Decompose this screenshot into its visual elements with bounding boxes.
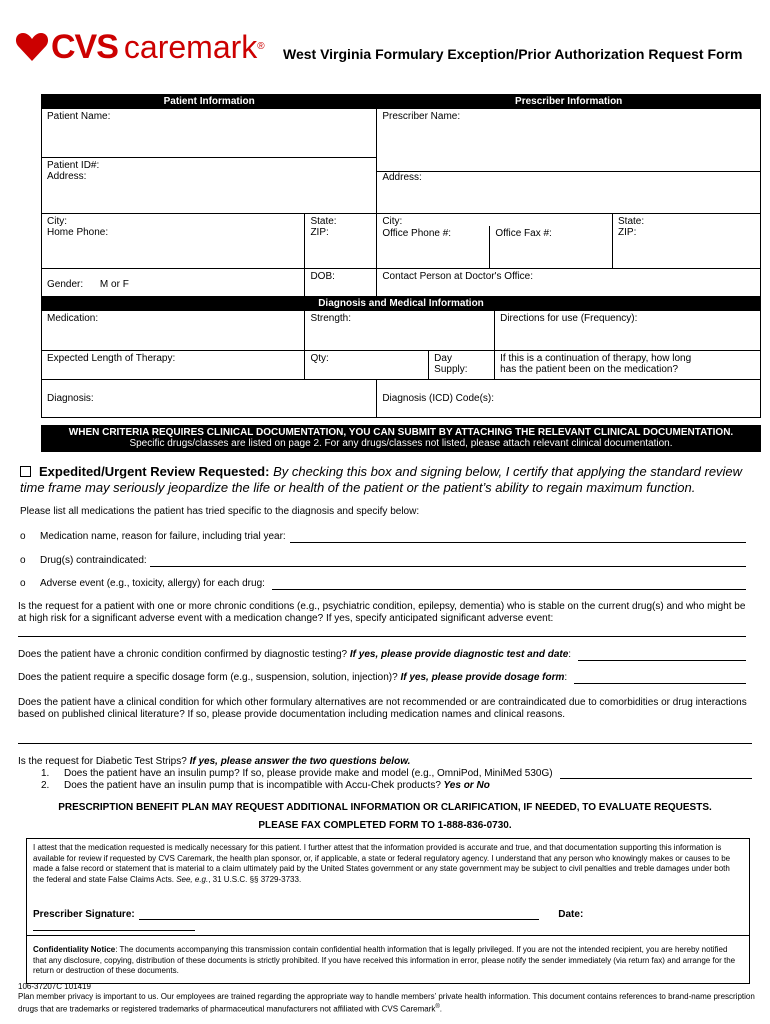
date-line[interactable] bbox=[33, 930, 195, 931]
diagnosis-header: Diagnosis and Medical Information bbox=[42, 296, 761, 310]
office-phone-label: Office Phone #: bbox=[382, 227, 452, 239]
contact-person-label: Contact Person at Doctor's Office: bbox=[382, 270, 534, 282]
bullet-1: o bbox=[20, 531, 26, 542]
item-2-line[interactable] bbox=[150, 566, 746, 567]
chronic-line[interactable] bbox=[18, 636, 746, 637]
chronic-confirmed-instruction: If yes, please provide diagnostic test and date bbox=[347, 649, 569, 660]
privacy-body: Plan member privacy is important to us. Our employees are trained regarding the appropriate way to handle members’ private health information. This document contains references to brand-name prescription drugs that are trademarks or registered trademarks of pharmaceutical manufacturers not affiliated with CVS Caremark bbox=[18, 992, 755, 1014]
icd-label: Diagnosis (ICD) Code(s): bbox=[382, 392, 495, 404]
office-fax-field[interactable] bbox=[489, 226, 557, 268]
footer bbox=[18, 982, 758, 1015]
strength-label: Strength: bbox=[310, 312, 352, 324]
dosage-form-line[interactable] bbox=[574, 683, 746, 684]
qty-label: Qty: bbox=[310, 352, 329, 364]
cvs-caremark-logo bbox=[15, 30, 265, 64]
medication-field[interactable] bbox=[42, 310, 305, 350]
item-1-label: Medication name, reason for failure, including trial year: bbox=[40, 531, 286, 542]
prescriber-info-header: Prescriber Information bbox=[377, 95, 761, 109]
signature-line[interactable] bbox=[139, 919, 539, 920]
gender-options[interactable]: M or F bbox=[99, 278, 129, 290]
form-code: 106-37207C 101419 bbox=[18, 982, 91, 991]
diabetic-instruction: If yes, please answer the two questions below. bbox=[186, 756, 411, 767]
prescriber-city-field[interactable] bbox=[377, 213, 613, 268]
continuation-field[interactable] bbox=[495, 350, 761, 379]
dosage-form-instruction: If yes, please provide dosage form bbox=[397, 672, 565, 683]
diagnosis-label: Diagnosis: bbox=[47, 392, 94, 404]
contact-person-field[interactable] bbox=[377, 268, 761, 296]
prescriber-address-field[interactable] bbox=[377, 171, 761, 213]
patient-address-field[interactable] bbox=[42, 171, 377, 213]
diabetic-q2-number: 2. bbox=[41, 780, 50, 791]
icd-field[interactable] bbox=[377, 379, 761, 417]
criteria-banner bbox=[41, 425, 761, 452]
state-label: State: bbox=[310, 215, 337, 227]
attestation-cite: , 31 U.S.C. §§ 3729-3733. bbox=[208, 874, 302, 884]
form-title: West Virginia Formulary Exception/Prior Authorization Request Form bbox=[283, 46, 743, 62]
expected-length-label: Expected Length of Therapy: bbox=[47, 352, 176, 364]
diabetic-q2 bbox=[64, 780, 490, 791]
form-header bbox=[15, 30, 755, 70]
logo-caremark-text: caremark bbox=[123, 29, 258, 65]
diabetic-q2-text: Does the patient have an insulin pump that is incompatible with Accu-Chek products? bbox=[64, 780, 441, 791]
zip-label: ZIP: bbox=[310, 226, 329, 238]
dosage-form-question: Does the patient require a specific dosage form (e.g., suspension, solution, injection)? If yes, please provide dosage form: bbox=[18, 672, 568, 683]
continuation-label: If this is a continuation of therapy, how long has the patient been on the medication? bbox=[500, 352, 692, 375]
expedited-checkbox[interactable] bbox=[20, 466, 31, 477]
patient-name-label: Patient Name: bbox=[47, 111, 111, 122]
prescriber-name-label: Prescriber Name: bbox=[382, 111, 461, 122]
logo-reg-mark: ® bbox=[257, 41, 265, 52]
item-3-line[interactable] bbox=[272, 589, 746, 590]
diabetic-question bbox=[18, 756, 410, 767]
prescriber-address-label: Address: bbox=[382, 171, 422, 183]
signature-label: Prescriber Signature bbox=[33, 909, 132, 920]
confidentiality-text: : The documents accompanying this transmission contain confidential health information that is legally privileged. If you are not the intended recipient, you are hereby notified that any disclosure, copying, distribution of these documents is strictly prohibited. If you have received this information in error, please notify the sender immediately (via return fax) and arrange for the return or destruction of these documents. bbox=[33, 945, 736, 975]
chronic-confirmed-line[interactable] bbox=[578, 660, 746, 661]
confidentiality-label: Confidentiality Notice bbox=[33, 945, 116, 954]
day-supply-field[interactable] bbox=[429, 350, 495, 379]
chronic-confirmed-question: Does the patient have a chronic condition confirmed by diagnostic testing? If yes, please provide diagnostic test and date: bbox=[18, 649, 572, 660]
expedited-label: Expedited/Urgent Review Requested: bbox=[39, 464, 270, 479]
chronic-confirmed-text: Does the patient have a chronic condition confirmed by diagnostic testing? bbox=[18, 649, 348, 660]
criteria-line-1: WHEN CRITERIA REQUIRES CLINICAL DOCUMENTATION, YOU CAN SUBMIT BY ATTACHING THE RELEVANT CLINICAL DOCUMENTATION. bbox=[68, 427, 734, 438]
attestation-divider bbox=[27, 935, 749, 936]
clinical-condition-question: Does the patient have a clinical condition for which other formulary alternatives are not recommended or are contraindicated due to comorbidities or drug interactions based on published clinical literature? If so, please provide documentation including medication names and clinical reasons. bbox=[18, 697, 747, 720]
office-fax-label: Office Fax #: bbox=[495, 227, 552, 239]
qty-field[interactable] bbox=[305, 350, 429, 379]
pbp-notice: PRESCRIPTION BENEFIT PLAN MAY REQUEST ADDITIONAL INFORMATION OR CLARIFICATION, IF NEEDED, TO EVALUATE REQUESTS. bbox=[58, 802, 712, 813]
pres-state-label: State: bbox=[618, 215, 645, 227]
dob-label: DOB: bbox=[310, 270, 335, 282]
patient-state-field[interactable] bbox=[305, 213, 377, 268]
gender-label: Gender: bbox=[47, 278, 84, 290]
day-supply-label: Day Supply: bbox=[434, 352, 468, 375]
list-intro: Please list all medications the patient has tried specific to the diagnosis and specify below: bbox=[20, 506, 420, 517]
expedited-review bbox=[20, 464, 755, 496]
attestation-see: See, e.g. bbox=[173, 874, 209, 884]
attestation-text bbox=[33, 843, 741, 885]
signature-row: Prescriber Signature: Date: bbox=[33, 909, 741, 931]
pres-city-label: City: bbox=[382, 215, 403, 227]
patient-info-header: Patient Information bbox=[42, 95, 377, 109]
directions-field[interactable] bbox=[495, 310, 761, 350]
directions-label: Directions for use (Frequency): bbox=[500, 312, 638, 324]
patient-city-field[interactable] bbox=[42, 213, 305, 268]
diabetic-text: Is the request for Diabetic Test Strips? bbox=[18, 756, 187, 767]
confidentiality-notice bbox=[33, 945, 741, 977]
gender-field[interactable] bbox=[42, 268, 305, 296]
strength-field[interactable] bbox=[305, 310, 495, 350]
expected-length-field[interactable] bbox=[42, 350, 305, 379]
prescriber-name-field[interactable] bbox=[377, 109, 761, 172]
pres-zip-label: ZIP: bbox=[618, 226, 637, 238]
expedited-text: By checking this box and signing below, I certify that applying the standard review time frame may seriously jeopardize the life or health of the patient or the patient’s ability to regain maximum function. bbox=[20, 464, 743, 495]
attestation-body: I attest that the medication requested is medically necessary for this patient. I further attest that the information provided is accurate and true, and that documentation supporting this information is available for review if requested by CVS Caremark, the health plan sponsor, or, if applicable, a state or federal regulatory agency. I understand that any person who knowingly makes or causes to be made a false record or statement that is material to a claim ultimately paid by the United States government or any state government may be subject to civil penalties and treble damages under both the federal and state False Claims Acts. bbox=[33, 843, 731, 884]
patient-id-field[interactable] bbox=[42, 158, 377, 172]
privacy-text bbox=[18, 992, 758, 1015]
bullet-3: o bbox=[20, 578, 26, 589]
privacy-end: . bbox=[439, 1004, 443, 1014]
chronic-question: Is the request for a patient with one or more chronic conditions (e.g., psychiatric condition, epilepsy, dementia) who is stable on the current drug(s) and who might be at high risk for a significant adverse event with a medication change? If yes, specify anticipated significant adverse event: bbox=[18, 601, 746, 624]
criteria-line-2: Specific drugs/classes are listed on page 2. For any drugs/classes not listed, please attach relevant clinical documentation. bbox=[129, 438, 673, 449]
dob-field[interactable] bbox=[305, 268, 377, 296]
clinical-condition-line[interactable] bbox=[18, 743, 752, 744]
medication-label: Medication: bbox=[47, 312, 99, 324]
dosage-form-text: Does the patient require a specific dosage form (e.g., suspension, solution, injection)? bbox=[18, 672, 398, 683]
fax-notice: PLEASE FAX COMPLETED FORM TO 1-888-836-0730. bbox=[258, 820, 512, 831]
logo-caremark bbox=[124, 30, 265, 64]
bullet-2: o bbox=[20, 555, 26, 566]
patient-prescriber-grid bbox=[41, 94, 761, 418]
patient-address-label: Address: bbox=[47, 171, 87, 182]
item-2-label: Drug(s) contraindicated: bbox=[40, 555, 147, 566]
item-1-line[interactable] bbox=[290, 542, 746, 543]
date-label: Date: bbox=[558, 909, 584, 920]
home-phone-label: Home Phone: bbox=[47, 226, 109, 238]
prescriber-state-field[interactable] bbox=[613, 213, 761, 268]
privacy-reg: ® bbox=[435, 1004, 440, 1010]
attestation-box bbox=[26, 838, 750, 984]
diabetic-q1-line[interactable] bbox=[560, 778, 752, 779]
diabetic-q2-options: Yes or No bbox=[440, 780, 490, 791]
diabetic-q1-number: 1. bbox=[41, 768, 50, 779]
patient-name-field[interactable] bbox=[42, 109, 377, 158]
diabetic-q1: Does the patient have an insulin pump? If so, please provide make and model (e.g., OmniPod, MiniMed 530G) bbox=[64, 768, 553, 779]
patient-id-label: Patient ID#: bbox=[47, 160, 100, 171]
city-label: City: bbox=[47, 215, 67, 227]
heart-icon bbox=[15, 30, 49, 64]
diagnosis-field[interactable] bbox=[42, 379, 377, 417]
logo-cvs: CVS bbox=[51, 28, 118, 66]
item-3-label: Adverse event (e.g., toxicity, allergy) for each drug: bbox=[40, 578, 265, 589]
